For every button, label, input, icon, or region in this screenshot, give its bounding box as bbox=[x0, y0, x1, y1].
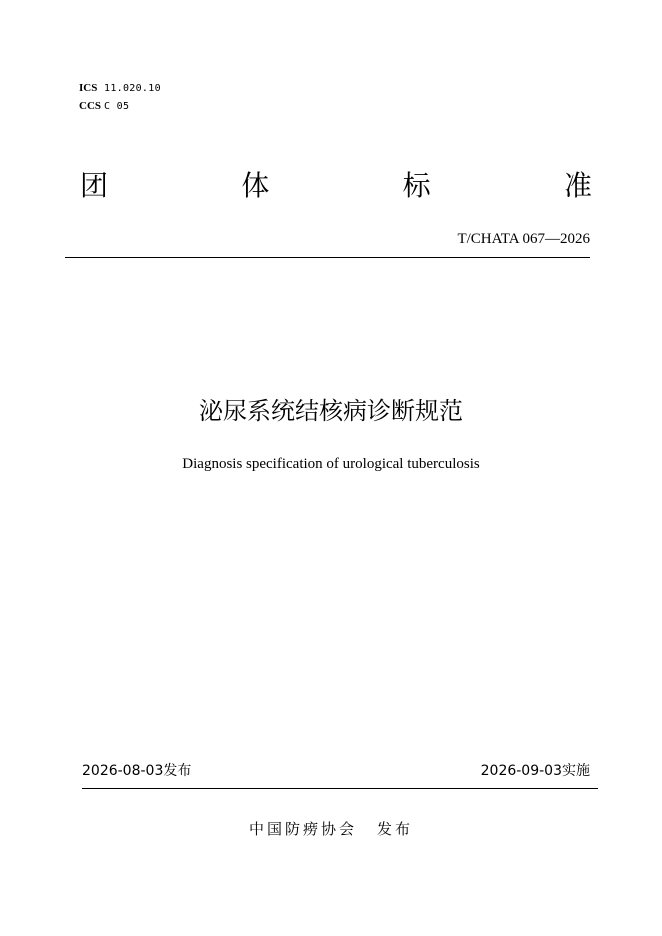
ics-label: ICS bbox=[79, 82, 98, 94]
ccs-value: C 05 bbox=[104, 101, 130, 112]
header-divider bbox=[65, 257, 590, 258]
ccs-label: CCS bbox=[79, 100, 102, 112]
standard-type bbox=[80, 168, 592, 204]
issue-date: 2026-08-03发布 bbox=[82, 763, 192, 779]
standard-type-char: 标 bbox=[402, 169, 431, 202]
footer-divider bbox=[82, 788, 598, 789]
implementation-date: 2026-09-03实施 bbox=[480, 763, 590, 779]
standard-type-char: 准 bbox=[563, 169, 592, 202]
standard-type-char: 体 bbox=[241, 169, 270, 202]
standard-type-char: 团 bbox=[80, 169, 109, 202]
publisher-action: 发布 bbox=[377, 820, 414, 838]
publisher-line bbox=[0, 819, 662, 839]
document-title-cn: 泌尿系统结核病诊断规范 bbox=[199, 397, 463, 425]
document-title-en: Diagnosis specification of urological tuberculosis bbox=[182, 456, 480, 472]
ics-row bbox=[79, 81, 161, 95]
standard-code: T/CHATA 067—2026 bbox=[457, 231, 590, 247]
publisher-org: 中国防痨协会 bbox=[248, 820, 357, 838]
ics-value: 11.020.10 bbox=[104, 83, 161, 94]
ccs-row bbox=[79, 99, 129, 113]
